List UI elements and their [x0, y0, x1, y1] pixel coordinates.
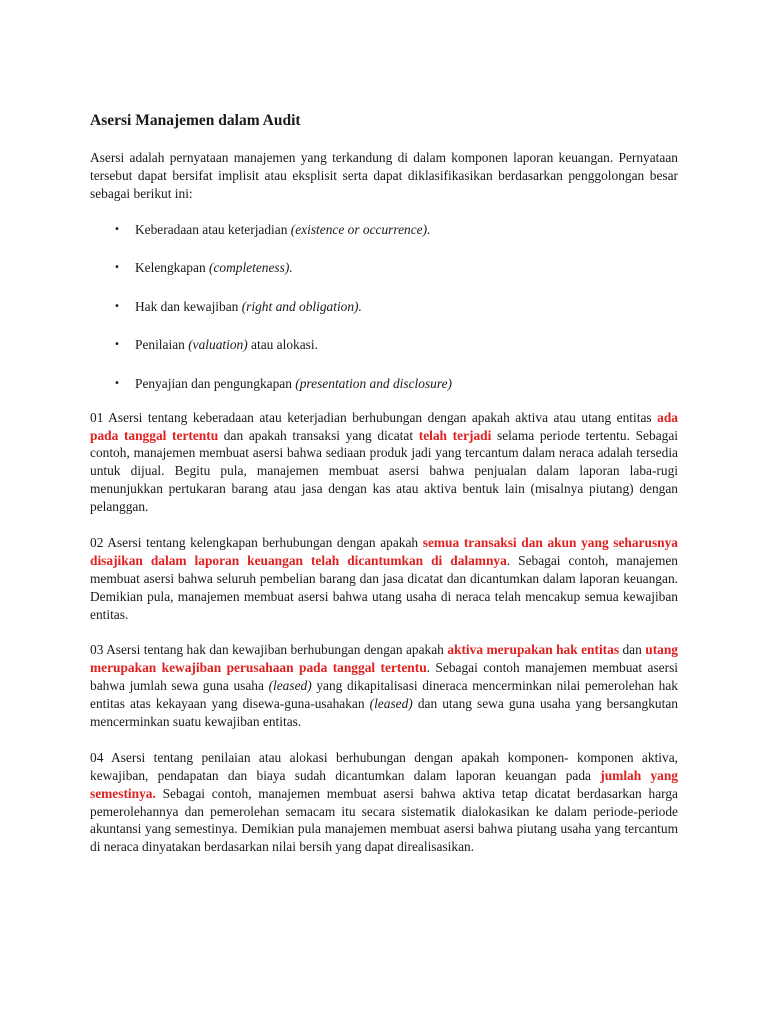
paragraph-text: dan utang sewa guna usaha yang bersangkutan mencerminkan suatu kewajiban entitas. — [90, 696, 678, 729]
bullet-icon: • — [114, 339, 120, 351]
paragraph-text: dan apakah transaksi yang dicatat — [218, 427, 419, 443]
italic-term: (leased) — [369, 696, 413, 712]
paragraph-text: Sebagai contoh, manajemen membuat asersi bahwa aktiva tetap dicatat berdasarkan harga pemerolehannya dan pemerolehan semacam itu secara sistematik dialokasikan ke dalam periode-periode akuntansi yang semestinya. Demikian pula manajemen membuat asersi bahwa piutang usaha yang tercantum di neraca dinyatakan berdasarkan nilai bersih yang dapat direalisasikan. — [90, 785, 678, 855]
document-body — [90, 111, 678, 874]
assertion-english: (existence or occurrence). — [290, 221, 431, 237]
paragraph-text: 03 Asersi tentang hak dan kewajiban berhubungan dengan apakah — [90, 642, 448, 658]
highlight-text: jumlah yang semestinya. — [90, 767, 678, 801]
bullet-icon: • — [114, 262, 120, 274]
paragraph-text: 04 Asersi tentang penilaian atau alokasi berhubungan dengan apakah komponen- komponen aktiva, kewajiban, pendapatan dan biaya sudah dicantumkan dalam laporan keuangan pada — [90, 749, 678, 783]
assertion-english: (completeness). — [209, 260, 293, 276]
bullet-icon: • — [114, 223, 120, 235]
paragraph-text: yang dikapitalisasi dineraca mencerminkan nilai pemerolehan hak entitas atas kekayaan yang disewa-guna-usahakan — [90, 678, 678, 712]
paragraph-04-valuation — [90, 749, 678, 856]
assertion-text: Hak dan kewajiban — [135, 298, 242, 314]
bullet-icon: • — [114, 300, 120, 312]
paragraph-01-existence — [90, 409, 678, 516]
highlight-text: utang merupakan kewajiban perusahaan pada tanggal tertentu — [90, 642, 678, 676]
paragraph-text: . Sebagai contoh manajemen membuat asersi bahwa jumlah sewa guna usaha — [90, 660, 678, 694]
list-item — [114, 336, 678, 354]
paragraph-text: . Sebagai contoh, manajemen membuat asersi bahwa seluruh pembelian barang dan jasa dicatat dan dicantumkan dalam laporan keuangan. Demikian pula, manajemen membuat asersi bahwa utang usaha di neraca telah mencakup semua kewajiban entitas. — [90, 552, 678, 622]
assertion-english: (presentation and disclosure) — [295, 375, 452, 391]
list-item — [114, 221, 678, 239]
assertion-list — [90, 221, 678, 393]
paragraph-text: 01 Asersi tentang keberadaan atau keterjadian berhubungan dengan apakah aktiva atau utang entitas — [90, 409, 658, 425]
paragraph-text: dan — [619, 642, 646, 658]
assertion-english: (right and obligation). — [241, 298, 362, 314]
assertion-english: (valuation) — [188, 337, 248, 353]
paragraph-text: selama periode tertentu. Sebagai contoh, manajemen membuat asersi bahwa sediaan produk jadi yang tercantum dalam neraca adalah tersedia untuk dijual. Begitu pula, manajemen membuat asersi bahwa penjualan dalam laporan laba-rugi menunjukkan pertukaran barang atau jasa dengan kas atau aktiva bentuk lain (misalnya piutang) dengan pelanggan. — [90, 427, 678, 515]
paragraph-03-rights-obligations — [90, 641, 678, 731]
bullet-icon: • — [114, 377, 120, 389]
paragraph-02-completeness — [90, 534, 678, 624]
assertion-text: Keberadaan atau keterjadian — [135, 221, 291, 237]
highlight-text: telah terjadi — [418, 427, 492, 443]
list-item — [114, 259, 678, 277]
highlight-text: aktiva merupakan hak entitas — [447, 642, 620, 658]
assertion-text: Penilaian — [135, 337, 189, 353]
assertion-tail: atau alokasi. — [247, 337, 318, 353]
highlight-text: ada pada tanggal tertentu — [90, 409, 678, 443]
assertion-text: Kelengkapan — [135, 260, 209, 276]
italic-term: (leased) — [268, 678, 312, 694]
assertion-text: Penyajian dan pengungkapan — [135, 375, 296, 391]
highlight-text: semua transaksi dan akun yang seharusnya disajikan dalam laporan keuangan telah dicantumkan di dalamnya — [90, 534, 679, 568]
intro-paragraph: Asersi adalah pernyataan manajemen yang terkandung di dalam komponen laporan keuangan. Pernyataan tersebut dapat bersifat implisit atau eksplisit serta dapat diklasifikasikan berdasarkan penggolongan besar sebagai berikut ini: — [90, 150, 678, 201]
list-item — [114, 298, 678, 316]
paragraph-text: 02 Asersi tentang kelengkapan berhubungan dengan apakah — [90, 534, 423, 550]
list-item — [114, 375, 678, 393]
document-title: Asersi Manajemen dalam Audit — [90, 112, 301, 129]
